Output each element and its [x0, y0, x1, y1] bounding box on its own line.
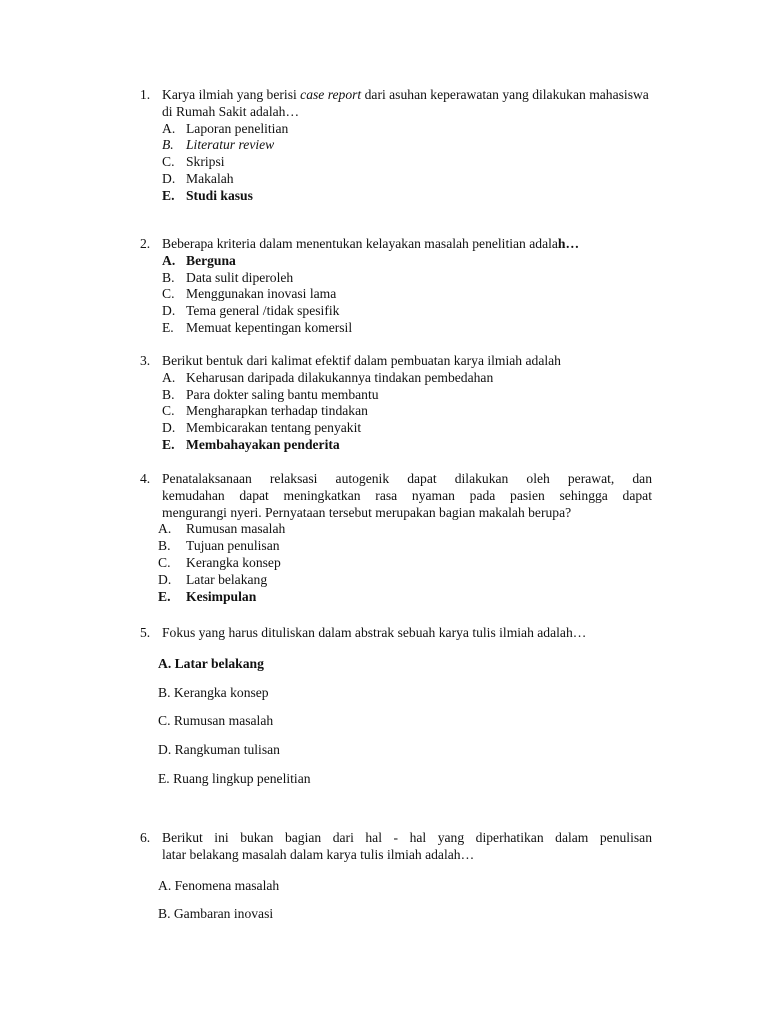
options-list	[158, 521, 652, 605]
question-1	[140, 87, 652, 205]
question-number: 3.	[140, 353, 151, 368]
question-3	[140, 353, 652, 454]
option-b: B. Kerangka konsep	[158, 684, 269, 700]
stem-line: kemudahan dapat meningkatkan rasa nyaman pada pasien sehingga dapat	[162, 487, 652, 503]
question-2	[140, 236, 652, 337]
stem-line: Penatalaksanaan relaksasi autogenik dapat dilakukan oleh perawat, dan	[162, 471, 652, 486]
option-a: A. Fenomena masalah	[158, 877, 280, 893]
option-b: B. Literatur review	[162, 137, 275, 153]
option-d: D. Tema general /tidak spesifik	[162, 303, 340, 319]
question-stem: Fokus yang harus dituliskan dalam abstrak sebuah karya tulis ilmiah adalah…	[162, 625, 587, 640]
option-e: E. Memuat kepentingan komersil	[162, 319, 353, 335]
option-e-answer: E. Studi kasus	[162, 187, 253, 203]
option-e: E. Ruang lingkup penelitian	[158, 770, 311, 786]
question-stem: Berikut bentuk dari kalimat efektif dalam pembuatan karya ilmiah adalah	[162, 353, 561, 368]
question-6	[140, 830, 652, 923]
option-a: A. Keharusan daripada dilakukannya tindakan pembedahan	[162, 369, 494, 385]
option-b: B. Gambaran inovasi	[158, 906, 274, 922]
options-list	[158, 878, 652, 924]
option-d: D. Makalah	[162, 170, 234, 186]
option-c: C. Skripsi	[162, 154, 225, 170]
option-a-answer: A. Berguna	[162, 252, 236, 268]
options-list	[162, 121, 652, 205]
question-number: 5.	[140, 625, 151, 640]
stem-line: mengurangi nyeri. Pernyataan tersebut merupakan bagian makalah berupa?	[162, 504, 572, 520]
option-c: C. Kerangka konsep	[158, 554, 281, 570]
question-stem	[162, 830, 652, 864]
question-stem	[162, 471, 652, 521]
option-c: C. Rumusan masalah	[158, 713, 274, 729]
question-number: 4.	[140, 471, 151, 486]
question-5	[140, 625, 652, 788]
option-c: C. Menggunakan inovasi lama	[162, 286, 337, 302]
stem-line: Berikut ini bukan bagian dari hal - hal yang diperhatikan dalam penulisan	[162, 830, 652, 845]
options-list	[158, 656, 652, 788]
question-stem: Beberapa kriteria dalam menentukan kelayakan masalah penelitian adalah…	[162, 236, 580, 251]
options-list	[162, 253, 652, 337]
option-a-answer: A. Latar belakang	[158, 655, 264, 671]
question-number: 2.	[140, 236, 151, 251]
option-a: A. Rumusan masalah	[158, 521, 286, 537]
question-number: 1.	[140, 87, 151, 102]
question-stem: Karya ilmiah yang berisi case report dari asuhan keperawatan yang dilakukan mahasiswa di Rumah Sakit adalah…	[162, 87, 649, 119]
stem-line: latar belakang masalah dalam karya tulis ilmiah adalah…	[162, 846, 475, 862]
option-b: B. Tujuan penulisan	[158, 538, 280, 554]
option-e-answer: E. Kesimpulan	[158, 588, 257, 604]
option-e-answer: E. Membahayakan penderita	[162, 436, 340, 452]
option-b: B. Para dokter saling bantu membantu	[162, 386, 379, 402]
option-d: D. Latar belakang	[158, 571, 268, 587]
question-4	[140, 471, 652, 605]
option-a: A. Laporan penelitian	[162, 120, 289, 136]
option-d: D. Membicarakan tentang penyakit	[162, 420, 362, 436]
option-d: D. Rangkuman tulisan	[158, 742, 280, 758]
option-c: C. Mengharapkan terhadap tindakan	[162, 403, 368, 419]
option-b: B. Data sulit diperoleh	[162, 269, 294, 285]
options-list	[162, 370, 652, 454]
question-number: 6.	[140, 830, 151, 845]
